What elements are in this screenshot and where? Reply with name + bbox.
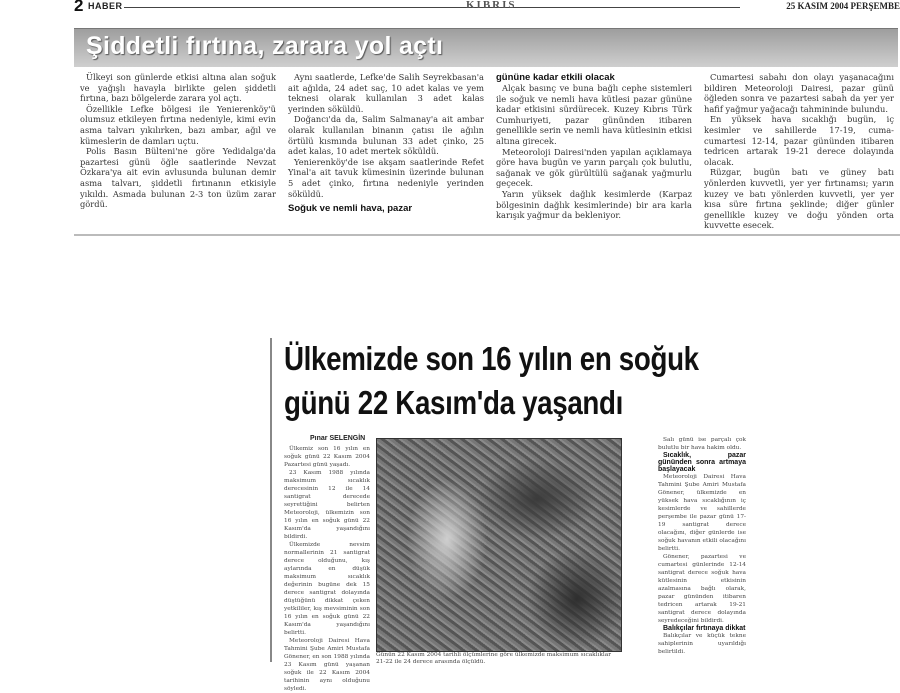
paragraph: Cumartesi sabahı don olayı yaşanacağını bildiren Meteoroloji Dairesi, pazar günü öğleden sonra ve pazartesi sabah da yer yer hafif yağmur yağacağı tahmininde bulundu. — [704, 72, 894, 114]
byline: Pınar SELENGİN — [310, 435, 366, 442]
paragraph: Gönener, pazartesi ve cumartesi günlerinde 12-14 santigrat derece soğuk hava kütlesinin etkisinin azalmasına bağlı olarak, pazar gününden itibaren tedricen artarak 19-21 santigrat derece dolayında seyredeceğini bildirdi. — [658, 554, 746, 624]
paragraph: En yüksek hava sıcaklığı bugün, iç kesimler ve sahillerde 17-19, cuma-cumartesi 12-14, pazar gününden itibaren tedricen artarak 19-21 derece dolayında olacak. — [704, 114, 894, 167]
subheading: Sıcaklık, pazar gününden sonra artmaya başlayacak — [658, 452, 746, 473]
paragraph: Ülkemizde nevsim normallerinin 21 santigrat derece olduğunu, kış aylarında en düşük maksimum sıcaklık değerinin bugüne dek 15 derece santigrat dolayında düştüğünü dikkat çeken yetkililer, kış mevsiminin son 16 yılın en soğuk günü 22 Kasım'da yaşandığını belirtti. — [284, 542, 370, 636]
article-column-4 — [704, 72, 894, 231]
paragraph: Yarın yüksek dağlık kesimlerde (Karpaz bölgesinin dağlık kesimlerinde) bir ara karla karışık yağmur da bekleniyor. — [496, 188, 692, 221]
paragraph: Meteoroloji Dairesi'nden yapılan açıklamaya göre hava bugün ve yarın parçalı çok bulutlu, sağanak ve gök gürültülü sağanak yağmurlu geçecek. — [496, 146, 692, 189]
paragraph: Aynı saatlerde, Lefke'de Salih Seyrekbasan'a ait ağılda, 24 adet saç, 10 adet kalas ve yem teknesi olarak kullanılan 3 adet kalas yerinden söküldü. — [288, 72, 484, 114]
cold-headline-line2: günü 22 Kasım'da yaşandı — [284, 384, 623, 421]
paragraph: Meteoroloji Dairesi Hava Tahmini Şube Amiri Mustafa Gönener, en son 1988 yılında 23 Kasım günü yaşanan soğuk ile 22 Kasım 2004 tarihinin aynı olduğunu söyledi. — [284, 638, 370, 692]
right-column — [658, 436, 746, 658]
subheading: gününe kadar etkili olacak — [496, 72, 615, 83]
paragraph: Rüzgar, bugün batı ve güney batı yönlerden kuvvetli, yer yer fırtınamsı; yarın kuzey ve batı yönlerden kuvvetli, yer yer kısa süre fırtına şeklinde; diğer günler genellikle kuzey ve doğu yönden orta kuvvette esecek. — [704, 167, 894, 231]
article-column-1 — [80, 72, 276, 210]
paragraph: Özellikle Lefke bölgesi ile Yenierenköy'ü olumsuz etkileyen fırtına nedeniyle, kimi evin asma talvarı yıkılırken, bazı ambar, ağıl ve kümeslerin de damları uçtu. — [80, 103, 276, 146]
clipping-edge — [270, 338, 272, 662]
paragraph: Balıkçılar ve küçük tekne sahiplerinin uyarıldığı belirtildi. — [658, 633, 746, 655]
article-column-3 — [496, 72, 692, 221]
paragraph: Doğancı'da da, Salim Salmanay'a ait ambar olarak kullanılan binanın çatısı ile ağılın örtülü kısmında bulunan 33 adet çinko, 25 adet kalas, 10 adet mertek söküldü. — [288, 114, 484, 157]
paragraph: Ülkeyi son günlerde etkisi altına alan soğuk ve yağışlı havayla birlikte gelen şiddetli fırtına, bazı bölgelerde zarara yol açtı. — [80, 72, 276, 104]
paragraph: Meteoroloji Dairesi Hava Tahmini Şube Amiri Mustafa Gönener, ülkemizde en yüksek hava sıcaklığının iç kesimlerde ve sahillerde perşembe ile pazar günü 17-19 santigrat derece olacağını, diğer günlerde ise soğuk havanın etkili olacağını belirtti. — [658, 474, 746, 552]
paragraph: Alçak basınç ve buna bağlı cephe sistemleri ile soğuk ve nemli hava kütlesi pazar gününe kadar etkisini sürdürecek. Kuzey Kıbrıs Türk Cumhuriyeti, pazar gününden itibaren genellikle serin ve nemli hava kütlesinin etkisi altına girecek. — [496, 83, 692, 146]
section-label: HABER — [88, 1, 123, 11]
frost-photo — [376, 438, 622, 665]
newspaper-logo: KIBRIS — [466, 0, 517, 11]
page-number: 2 — [74, 0, 84, 15]
paragraph: 23 Kasım 1988 yılında maksimum sıcaklık derecesinin 12 ile 14 santigrat derecede seyrettiğini belirten Meteoroloji, ülkemizin son 16 yılın en soğuk günü 22 Kasım'da yaşandığını bildirdi. — [284, 470, 370, 540]
paragraph: Salı günü ise parçalı çok bulutlu bir hava hakim oldu. — [658, 437, 746, 451]
storm-article — [74, 28, 900, 236]
subheading: Soğuk ve nemli hava, pazar — [288, 203, 413, 215]
storm-headline: Şiddetli fırtına, zarara yol açtı — [86, 32, 444, 60]
left-column — [284, 445, 370, 692]
article-bottom-rule — [74, 234, 900, 236]
headline-banner — [74, 28, 898, 67]
photo-caption: Günün 22 Kasım 2004 tarihli ölçümlerine göre ülkemizde maksimum sıcaklıklar 21-22 ile 24 derece arasında ölçüldü. — [376, 652, 611, 665]
header-rule — [124, 7, 740, 8]
subheading: Balıkçılar fırtınaya dikkat — [663, 625, 746, 632]
cold-headline-line1: Ülkemizde son 16 yılın en soğuk — [284, 340, 699, 377]
paragraph: Polis Basın Bülteni'ne göre Yedidalga'da pazartesi günü öğle saatlerinde Nevzat Özkara'ya ait evin avlusunda bulunan demir asma talvarı, şiddetli fırtınanın etkisiyle yıkıldı. Asmada bulunan 2-3 ton üzüm zarar gördü. — [80, 146, 276, 210]
paragraph: Yenierenköy'de ise akşam saatlerinde Refet Yinal'a ait tavuk kümesinin üzerinde bulunan 5 adet çinko, fırtına nedeniyle yerinden söküldü. — [288, 156, 484, 199]
issue-date: 25 KASIM 2004 PERŞEMBE — [786, 1, 900, 11]
paragraph: Ülkemiz son 16 yılın en soğuk günü 22 Kasım 2004 Pazartesi günü yaşadı. — [284, 446, 370, 468]
cold-day-article — [270, 338, 755, 692]
article-column-2 — [288, 72, 484, 214]
page-header — [74, 0, 900, 13]
